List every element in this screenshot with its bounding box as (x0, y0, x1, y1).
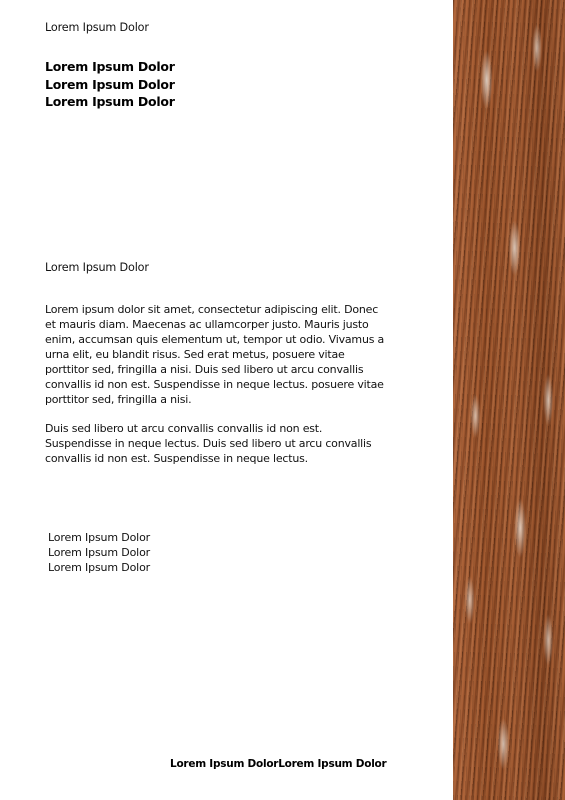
section-label: Lorem Ipsum Dolor (45, 261, 149, 274)
body-paragraph: Duis sed libero ut arcu convallis convallis id non est. Suspendisse in neque lectus. Duis sed libero ut arcu convallis convallis id non est. Suspendisse in neque lectus. (45, 422, 372, 465)
body-paragraph: Lorem ipsum dolor sit amet, consectetur adipiscing elit. Donec et mauris diam. Maecenas ac ullamcorper justo. Mauris justo enim, accumsan quis elementum ut, tempor ut odio. Vivamus a urna elit, eu blandit risus. Sed erat metus, posuere vitae porttitor sed, fringilla a nisi. Duis sed libero ut arcu convallis convallis id non est. Suspendisse in neque lectus. posuere vitae porttitor sed, fringilla a nisi. (45, 303, 385, 406)
title-block (45, 58, 175, 111)
title-line: Lorem Ipsum Dolor (45, 94, 175, 109)
lower-line: Lorem Ipsum Dolor (48, 546, 151, 559)
footer-text: Lorem Ipsum DolorLorem Ipsum Dolor (170, 758, 387, 770)
lower-line: Lorem Ipsum Dolor (48, 561, 151, 574)
fur-texture-image (453, 0, 565, 800)
lower-line: Lorem Ipsum Dolor (48, 531, 151, 544)
header-label: Lorem Ipsum Dolor (45, 21, 149, 34)
lower-lines-block (48, 530, 150, 575)
title-line: Lorem Ipsum Dolor (45, 76, 175, 92)
title-line: Lorem Ipsum Dolor (45, 59, 175, 74)
